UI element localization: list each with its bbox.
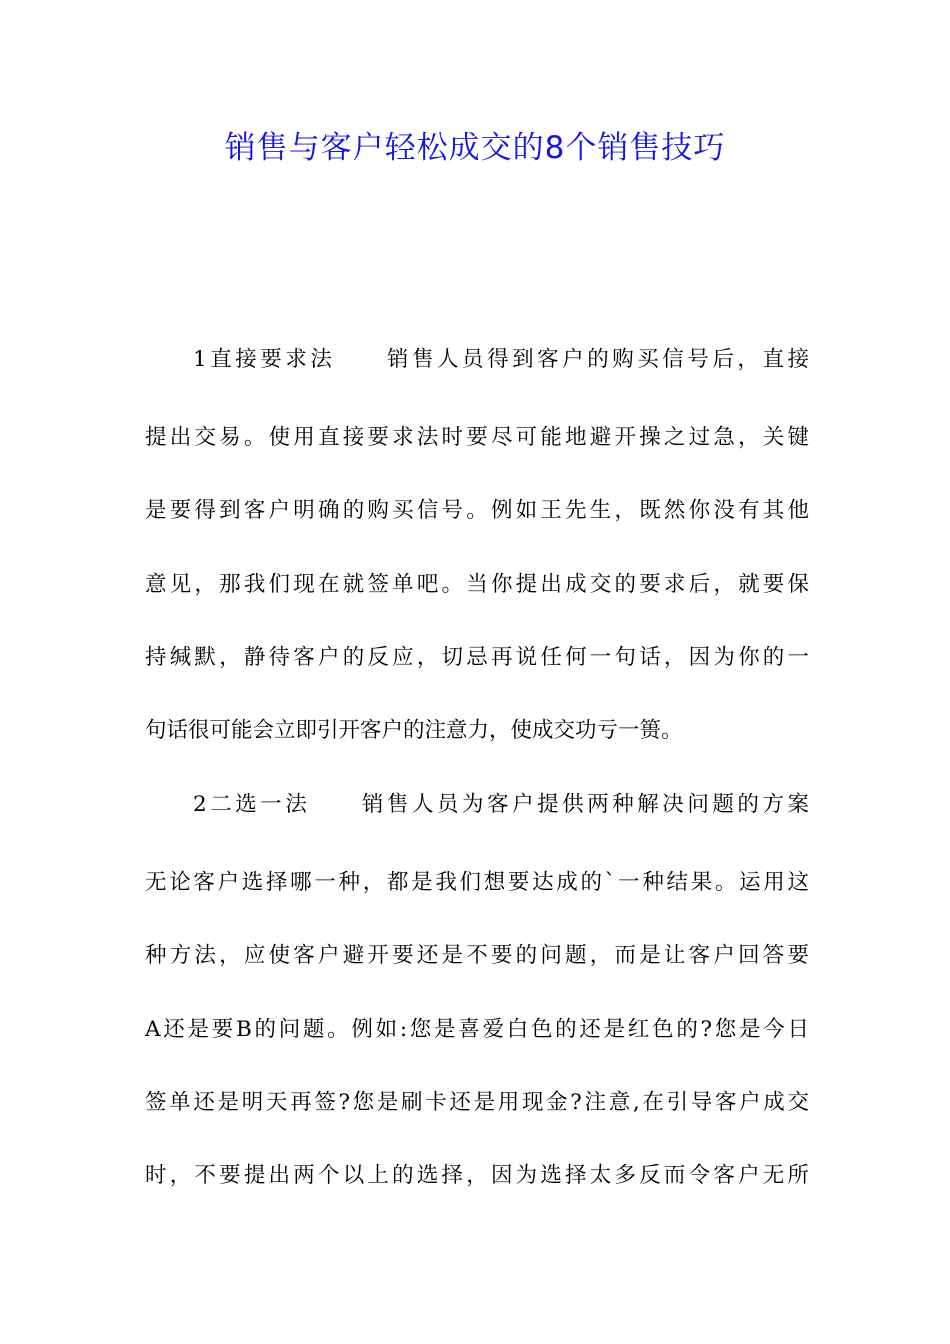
- section-2-heading: 2二选一法: [193, 792, 311, 817]
- section-2-line: 种方法，应使客户避开要还是不要的问题，而是让客户回答要: [145, 943, 809, 968]
- section-2-first-line: [193, 790, 809, 820]
- section-1-line: 提出交易。使用直接要求法时要尽可能地避开操之过急，关键: [145, 425, 809, 450]
- section-2-line: A还是要B的问题。例如:您是喜爱白色的还是红色的?您是今日: [145, 1017, 809, 1042]
- document-title: 销售与客户轻松成交的8个销售技巧: [224, 130, 726, 166]
- section-1-heading: 1直接要求法: [193, 347, 336, 372]
- section-1-line: 持缄默，静待客户的反应，切忌再说任何一句话，因为你的一: [145, 645, 809, 670]
- section-1-line: 句话很可能会立即引开客户的注意力，使成交功亏一篑。: [145, 718, 683, 743]
- section-2-line: 销售人员为客户提供两种解决问题的方案: [358, 792, 809, 817]
- section-2-line: 签单还是明天再签?您是刷卡还是用现金?注意,在引导客户成交: [145, 1090, 809, 1115]
- section-1-line: 是要得到客户明确的购买信号。例如王先生，既然你没有其他: [145, 498, 809, 523]
- section-2-line: 无论客户选择哪一种，都是我们想要达成的`一种结果。运用这: [145, 870, 809, 895]
- section-1-line: 意见，那我们现在就签单吧。当你提出成交的要求后，就要保: [145, 572, 809, 597]
- section-2-line: 时，不要提出两个以上的选择，因为选择太多反而令客户无所: [145, 1163, 809, 1188]
- section-1-first-line: [193, 345, 809, 375]
- section-1-line: 销售人员得到客户的购买信号后，直接: [383, 347, 809, 372]
